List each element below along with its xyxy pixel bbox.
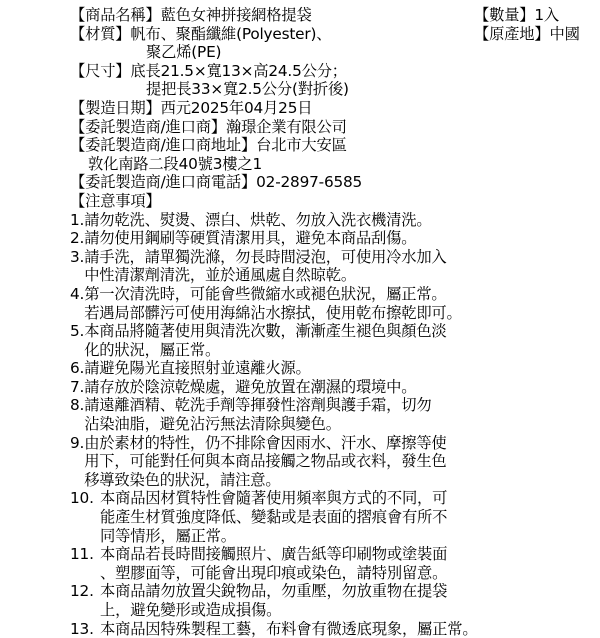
name-label: 【商品名稱】 xyxy=(70,6,161,24)
note-line: 請勿使用鋼刷等硬質清潔用具，避免本商品刮傷。 xyxy=(84,229,417,248)
note-line: 若遇局部髒污可使用海綿沾水擦拭，使用乾布擦乾即可。 xyxy=(84,303,462,322)
material-line2: 聚乙烯(PE) xyxy=(146,43,222,62)
material-line1: 帆布、聚酯纖維(Polyester)、 xyxy=(130,24,332,43)
qty-value: 1入 xyxy=(534,6,560,24)
note-item xyxy=(70,582,590,619)
notes-heading: 【注意事項】 xyxy=(70,191,161,210)
mfg-row xyxy=(70,99,590,118)
origin-label: 【原產地】 xyxy=(474,24,550,43)
note-line: 同等情形，屬正常。 xyxy=(100,526,236,545)
note-item xyxy=(70,378,590,397)
note-text xyxy=(84,285,590,322)
note-number: 13. xyxy=(70,619,94,638)
note-line: 由於素材的特性，仍不排除會因雨水、汗水、摩擦等使 xyxy=(84,433,447,452)
note-item xyxy=(70,489,590,545)
address-line2: 敦化南路二段40號3樓之1 xyxy=(88,154,263,173)
note-number: 2. xyxy=(70,229,85,248)
size-block xyxy=(70,62,590,99)
note-line: 請存放於陰涼乾燥處，避免放置在潮濕的環境中。 xyxy=(84,377,417,396)
note-text xyxy=(100,489,590,545)
note-line: 能產生材質強度降低、變黏或是表面的摺痕會有所不 xyxy=(100,508,448,527)
note-line: 本商品將隨著使用與清洗次數，漸漸產生褪色與顏色淡 xyxy=(84,322,447,341)
note-line: 請手洗，請單獨洗滌，勿長時間浸泡，可使用冷水加入 xyxy=(84,247,447,266)
phone-row xyxy=(70,173,590,192)
note-text xyxy=(84,359,590,378)
note-number: 4. xyxy=(70,284,85,303)
note-item xyxy=(70,229,590,248)
address-block xyxy=(70,136,590,173)
note-item xyxy=(70,396,590,433)
phone-label: 【委託製造商/進口商電話】 xyxy=(70,173,257,192)
note-line: 請避免陽光直接照射並遠離火源。 xyxy=(84,359,311,378)
mfg-label: 【製造日期】 xyxy=(70,98,161,117)
note-item xyxy=(70,545,590,582)
note-number: 3. xyxy=(70,247,85,266)
qty-label: 【數量】 xyxy=(474,6,535,24)
note-item xyxy=(70,322,590,359)
note-item xyxy=(70,620,590,638)
mfg-value: 西元2025年04月25日 xyxy=(160,98,313,117)
note-line: 化的狀況，屬正常。 xyxy=(84,340,221,359)
note-number: 7. xyxy=(70,377,85,396)
note-line: 請勿乾洗、熨燙、漂白、烘乾、勿放入洗衣機清洗。 xyxy=(84,210,432,229)
note-number: 12. xyxy=(70,582,94,601)
note-text xyxy=(84,396,590,433)
note-text xyxy=(100,545,590,582)
note-line: 用下，可能對任何與本商品接觸之物品或衣料，發生色 xyxy=(84,452,447,471)
maker-value: 瀚璟企業有限公司 xyxy=(225,117,347,136)
note-number: 11. xyxy=(70,545,94,564)
size-line1: 底長21.5×寬13×高24.5公分； xyxy=(130,61,347,80)
note-line: 第一次清洗時，可能會些微縮水或褪色狀況，屬正常。 xyxy=(84,284,447,303)
note-number: 9. xyxy=(70,433,85,452)
note-line: 中性清潔劑清洗，並於通風處自然晾乾。 xyxy=(84,266,356,285)
size-line2: 提把長33×寬2.5公分(對折後) xyxy=(146,80,349,99)
note-line: 本商品因材質特性會隨著使用頻率與方式的不同，可 xyxy=(100,489,448,508)
note-text xyxy=(100,620,590,638)
material-row xyxy=(70,25,590,62)
note-line: 本商品請勿放置尖銳物品，勿重壓，勿放重物在提袋 xyxy=(100,582,448,601)
product-name: 藍色女神拼接網格提袋 xyxy=(160,6,312,24)
note-item xyxy=(70,285,590,322)
origin-value: 中國 xyxy=(549,24,580,43)
name-row xyxy=(70,6,590,25)
phone-value: 02-2897-6585 xyxy=(256,173,363,192)
note-text xyxy=(84,229,590,248)
note-text xyxy=(100,582,590,619)
note-line: 請遠離酒精、乾洗手劑等揮發性溶劑與護手霜，切勿 xyxy=(84,396,432,415)
note-number: 6. xyxy=(70,359,85,378)
note-number: 1. xyxy=(70,210,85,229)
note-line: 本商品若長時間接觸照片、廣告紙等印刷物或塗裝面 xyxy=(100,545,448,564)
maker-row xyxy=(70,118,590,137)
address-label: 【委託製造商/進口商地址】 xyxy=(70,136,257,155)
note-item xyxy=(70,248,590,285)
note-line: 本商品因特殊製程工藝，布料會有微透底現象，屬正常。 xyxy=(100,619,478,638)
note-text xyxy=(84,378,590,397)
note-line: 沾染油脂，避免沾污無法清除與變色。 xyxy=(84,415,341,434)
notes-list xyxy=(70,211,590,638)
note-text xyxy=(84,434,590,490)
note-item xyxy=(70,211,590,230)
maker-label: 【委託製造商/進口商】 xyxy=(70,117,226,136)
size-label: 【尺寸】 xyxy=(70,61,131,80)
material-label: 【材質】 xyxy=(70,24,131,43)
note-line: 、塑膠面等，可能會出現印痕或染色，請特別留意。 xyxy=(100,563,448,582)
note-item xyxy=(70,434,590,490)
note-text xyxy=(84,211,590,230)
note-line: 移導致染色的狀況，請注意。 xyxy=(84,470,281,489)
note-line: 上，避免變形或造成損傷。 xyxy=(100,601,282,619)
note-number: 10. xyxy=(70,489,94,508)
note-text xyxy=(84,322,590,359)
note-number: 5. xyxy=(70,322,85,341)
address-line1: 台北市大安區 xyxy=(256,136,347,155)
note-text xyxy=(84,248,590,285)
note-number: 8. xyxy=(70,396,85,415)
note-item xyxy=(70,359,590,378)
